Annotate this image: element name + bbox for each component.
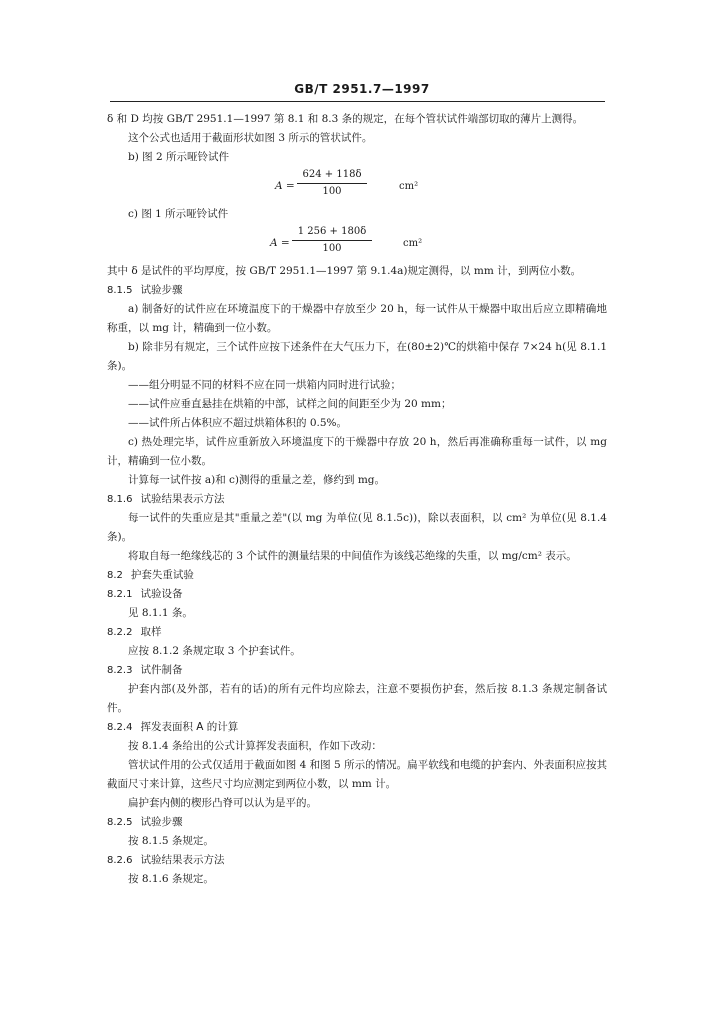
formula-c — [107, 224, 607, 262]
section-title: 试验设备 — [140, 588, 183, 600]
formula-b-unit: cm² — [399, 181, 419, 192]
document-body — [107, 110, 607, 889]
formula-c-fraction — [292, 224, 372, 257]
formula-b-numerator: 624 + 118δ — [297, 167, 367, 184]
s815-item-b: b) 除非另有规定，三个试件应按下述条件在大气压力下，在(80±2)℃的烘箱中保存 7×24 h(见 8.1.1 条)。 — [107, 341, 608, 372]
formula-c-numerator: 1 256 + 180δ — [292, 224, 372, 241]
section-title: 试件制备 — [140, 664, 183, 676]
s815-item-a: a) 制备好的试件应在环境温度下的干燥器中存放至少 20 h，每一试件从干燥器中取出后应立即精确地称重，以 mg 计，精确到一位小数。 — [107, 303, 607, 334]
section-number: 8.2.1 — [107, 589, 133, 600]
s821-paragraph: 见 8.1.1 条。 — [128, 607, 193, 619]
page-header: GB/T 2951.7—1997 — [294, 82, 430, 96]
section-number: 8.2.5 — [107, 817, 133, 828]
header-rule — [110, 101, 605, 102]
formula-c-unit: cm² — [403, 238, 423, 249]
s822-paragraph: 应按 8.1.2 条规定取 3 个护套试件。 — [128, 645, 301, 657]
s823-paragraph: 护套内部(及外部，若有的话)的所有元件均应除去，注意不要损伤护套，然后按 8.1.3 条规定制备试件。 — [107, 683, 607, 714]
section-8-1-5-heading — [107, 281, 607, 300]
s816-paragraph-2: 将取自每一绝缘线芯的 3 个试件的测量结果的中间值作为该线芯绝缘的失重，以 mg/cm² 表示。 — [128, 550, 577, 562]
formula-c-denominator: 100 — [322, 243, 342, 254]
s815-dash-2: ——试件应垂直悬挂在烘箱的中部，试样之间的间距至少为 20 mm； — [128, 398, 452, 410]
section-number: 8.2.3 — [107, 665, 133, 676]
s815-calc: 计算每一试件按 a)和 c)测得的重量之差，修约到 mg。 — [128, 474, 386, 486]
item-b-label: b) 图 2 所示哑铃试件 — [128, 151, 230, 163]
section-title: 试验结果表示方法 — [140, 854, 225, 866]
section-number: 8.1.5 — [107, 285, 133, 296]
item-c-label: c) 图 1 所示哑铃试件 — [128, 208, 229, 220]
s815-item-c: c) 热处理完毕，试件应重新放入环境温度下的干燥器中存放 20 h，然后再准确称重每一试件，以 mg 计，精确到一位小数。 — [107, 436, 607, 467]
s824-paragraph-3: 扁护套内侧的楔形凸脊可以认为是平的。 — [128, 797, 317, 809]
section-number: 8.2.6 — [107, 855, 133, 866]
intro-paragraph-3: 其中 δ 是试件的平均厚度，按 GB/T 2951.1—1997 第 9.1.4a)规定测得，以 mm 计，到两位小数。 — [107, 265, 582, 277]
section-8-2-1-heading — [107, 585, 607, 604]
section-title: 挥发表面积 A 的计算 — [140, 721, 239, 733]
formula-c-lhs: A = — [270, 237, 290, 249]
formula-b-denominator: 100 — [322, 186, 342, 197]
s815-dash-3: ——试件所占体积应不超过烘箱体积的 0.5%。 — [128, 417, 348, 429]
s816-paragraph-1: 每一试件的失重应是其"重量之差"(以 mg 为单位(见 8.1.5c))，除以表面积，以 cm² 为单位(见 8.1.4条)。 — [107, 512, 607, 543]
section-title: 试验结果表示方法 — [140, 493, 225, 505]
section-8-2-heading — [107, 566, 607, 585]
section-8-2-2-heading — [107, 623, 607, 642]
intro-paragraph-2: 这个公式也适用于截面形状如图 3 所示的管状试件。 — [128, 132, 373, 144]
section-number: 8.2.4 — [107, 722, 133, 733]
section-8-2-6-heading — [107, 851, 607, 870]
s826-paragraph: 按 8.1.6 条规定。 — [128, 873, 214, 885]
intro-paragraph-1: δ 和 D 均按 GB/T 2951.1—1997 第 8.1 和 8.3 条的规定，在每个管状试件端部切取的薄片上测得。 — [107, 113, 584, 125]
section-number: 8.2.2 — [107, 627, 133, 638]
section-title: 试验步骤 — [140, 816, 183, 828]
section-title: 护套失重试验 — [130, 569, 194, 581]
section-number: 8.1.6 — [107, 494, 133, 505]
section-8-2-3-heading — [107, 661, 607, 680]
s824-paragraph-1: 按 8.1.4 条给出的公式计算挥发表面积，作如下改动： — [128, 740, 382, 752]
s815-dash-1: ——组分明显不同的材料不应在同一烘箱内同时进行试验； — [128, 379, 401, 391]
s825-paragraph: 按 8.1.5 条规定。 — [128, 835, 214, 847]
section-8-2-4-heading — [107, 718, 607, 737]
formula-b-fraction — [297, 167, 367, 200]
section-8-2-5-heading — [107, 813, 607, 832]
section-8-1-6-heading — [107, 490, 607, 509]
section-number: 8.2 — [107, 570, 123, 581]
formula-b — [107, 167, 607, 205]
formula-b-lhs: A = — [275, 180, 295, 192]
s824-paragraph-2: 管状试件用的公式仅适用于截面如图 4 和图 5 所示的情况。扁平软线和电缆的护套内、外表面积应按其截面尺寸来计算，这些尺寸均应测定到两位小数，以 mm 计。 — [107, 759, 607, 790]
section-title: 试验步骤 — [140, 284, 183, 296]
section-title: 取样 — [140, 626, 162, 638]
